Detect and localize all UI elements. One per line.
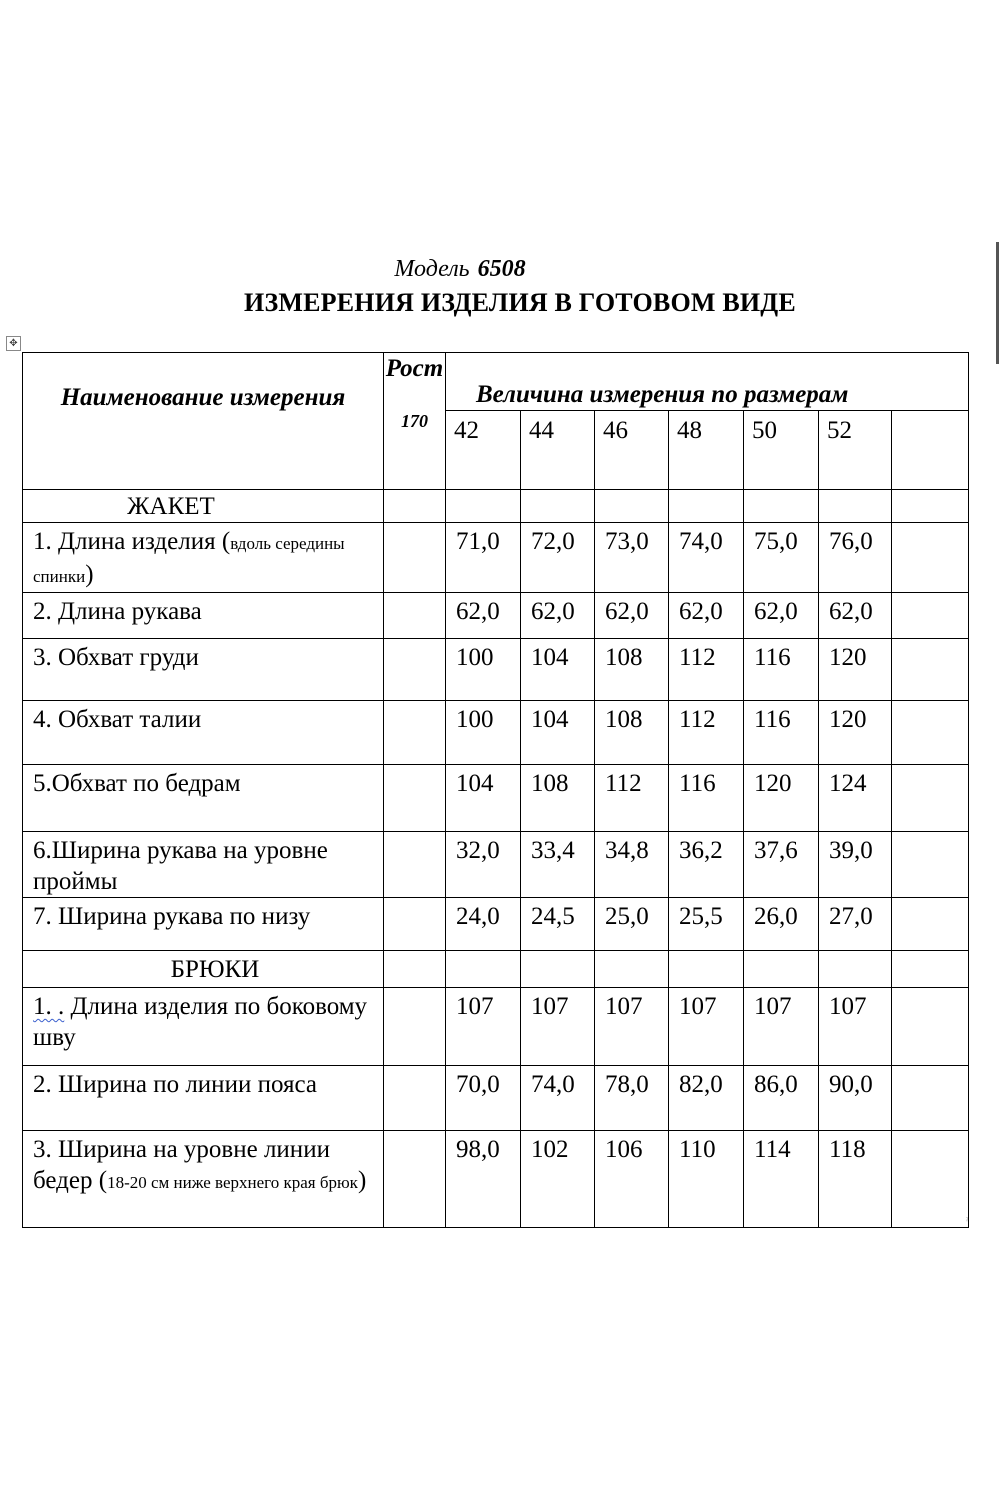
value-cell: 39,0	[819, 832, 892, 898]
cell-end-mark: ˀ	[966, 1216, 969, 1226]
height-cell	[384, 1066, 446, 1131]
size-header: 42	[446, 411, 521, 490]
value-cell: 107	[446, 988, 521, 1066]
empty-cell	[446, 951, 521, 988]
sizes-header: Величина измерения по размерам	[446, 353, 969, 411]
value-cell: 120	[819, 639, 892, 701]
value-cell: 107	[744, 988, 819, 1066]
table-row	[23, 1131, 969, 1228]
table-row	[23, 701, 969, 765]
empty-cell	[595, 951, 669, 988]
value-cell: 34,8	[595, 832, 669, 898]
table-row	[23, 593, 969, 639]
value-cell: 120	[819, 701, 892, 765]
document-title: ИЗМЕРЕНИЯ ИЗДЕЛИЯ В ГОТОВОМ ВИДЕ	[244, 288, 796, 317]
value-cell: 98,0	[446, 1131, 521, 1228]
model-label: Модель	[394, 256, 470, 282]
value-cell: 71,0	[446, 523, 521, 593]
table-row	[23, 898, 969, 951]
value-cell: 107	[521, 988, 595, 1066]
value-cell: 25,5	[669, 898, 744, 951]
table-move-handle-icon[interactable]: ✥	[6, 336, 21, 351]
measurements-table	[22, 352, 969, 1228]
value-cell: 118	[819, 1131, 892, 1228]
empty-cell	[446, 490, 521, 523]
value-cell: 124	[819, 765, 892, 832]
empty-cell	[744, 490, 819, 523]
value-cell: 32,0	[446, 832, 521, 898]
section-title-jacket: ЖАКЕТ	[23, 490, 384, 523]
value-cell: 62,0	[446, 593, 521, 639]
height-cell	[384, 988, 446, 1066]
value-cell: 116	[669, 765, 744, 832]
height-cell	[384, 701, 446, 765]
section-row	[23, 490, 969, 523]
value-cell: 24,0	[446, 898, 521, 951]
empty-cell	[384, 951, 446, 988]
height-cell	[384, 765, 446, 832]
value-cell: 62,0	[819, 593, 892, 639]
value-cell: 24,5	[521, 898, 595, 951]
section-title-trousers: БРЮКИ	[23, 951, 384, 988]
value-cell: 76,0	[819, 523, 892, 593]
size-header: 44	[521, 411, 595, 490]
height-cell	[384, 832, 446, 898]
measurement-name: 2. Ширина по линии пояса	[23, 1066, 384, 1131]
height-value: 170	[401, 411, 428, 431]
table-row	[23, 639, 969, 701]
height-header: Рост	[385, 355, 444, 382]
value-cell: 70,0	[446, 1066, 521, 1131]
empty-cell	[892, 701, 969, 765]
value-cell: 62,0	[521, 593, 595, 639]
measurement-name-header: Наименование измерения	[23, 353, 384, 490]
value-cell: 107	[669, 988, 744, 1066]
value-cell: 27,0	[819, 898, 892, 951]
value-cell: 74,0	[669, 523, 744, 593]
measurement-name: 7. Ширина рукава по низу	[23, 898, 384, 951]
size-header: 52	[819, 411, 892, 490]
empty-cell	[892, 951, 969, 988]
measurement-note: вдоль середины спинки	[33, 534, 345, 586]
measurement-name: 4. Обхват талии	[23, 701, 384, 765]
height-cell	[384, 898, 446, 951]
empty-cell	[892, 832, 969, 898]
table-row	[23, 765, 969, 832]
empty-cell	[669, 951, 744, 988]
model-line	[0, 256, 920, 283]
value-cell: 108	[595, 701, 669, 765]
value-cell: 110	[669, 1131, 744, 1228]
height-cell	[384, 593, 446, 639]
value-cell: 36,2	[669, 832, 744, 898]
value-cell: 75,0	[744, 523, 819, 593]
value-cell: 116	[744, 701, 819, 765]
value-cell: 112	[595, 765, 669, 832]
spellcheck-marked-text: 1. .	[33, 993, 65, 1020]
value-cell: 107	[595, 988, 669, 1066]
value-cell: 82,0	[669, 1066, 744, 1131]
empty-cell	[892, 898, 969, 951]
value-cell: 72,0	[521, 523, 595, 593]
table-row	[23, 988, 969, 1066]
value-cell: 106	[595, 1131, 669, 1228]
measurement-name: 6.Ширина рукава на уровне проймы	[23, 832, 384, 898]
measurement-name: 1. Длина изделия (вдоль середины спинки)	[23, 523, 384, 593]
value-cell: 112	[669, 639, 744, 701]
empty-cell	[892, 1066, 969, 1131]
empty-cell	[669, 490, 744, 523]
value-cell: 104	[446, 765, 521, 832]
measurement-name: 2. Длина рукава	[23, 593, 384, 639]
value-cell: 62,0	[669, 593, 744, 639]
height-cell	[384, 523, 446, 593]
value-cell: 62,0	[595, 593, 669, 639]
value-cell: 73,0	[595, 523, 669, 593]
size-header: 46	[595, 411, 669, 490]
value-cell: 108	[521, 765, 595, 832]
empty-cell	[892, 765, 969, 832]
empty-cell	[819, 951, 892, 988]
value-cell: 102	[521, 1131, 595, 1228]
empty-cell	[521, 951, 595, 988]
measurement-name: 5.Обхват по бедрам	[23, 765, 384, 832]
empty-cell	[892, 490, 969, 523]
table-row	[23, 523, 969, 593]
value-cell: 90,0	[819, 1066, 892, 1131]
empty-cell	[892, 411, 969, 490]
measurement-name: 1. . Длина изделия по боковому шву	[23, 988, 384, 1066]
empty-cell	[892, 639, 969, 701]
empty-cell	[521, 490, 595, 523]
value-cell: 100	[446, 639, 521, 701]
value-cell: 107	[819, 988, 892, 1066]
table-row	[23, 832, 969, 898]
value-cell: 78,0	[595, 1066, 669, 1131]
value-cell: 37,6	[744, 832, 819, 898]
size-header: 50	[744, 411, 819, 490]
empty-cell	[384, 490, 446, 523]
value-cell: 112	[669, 701, 744, 765]
value-cell: 108	[595, 639, 669, 701]
height-cell	[384, 639, 446, 701]
value-cell: 25,0	[595, 898, 669, 951]
value-cell: 100	[446, 701, 521, 765]
height-cell	[384, 1131, 446, 1228]
empty-cell	[744, 951, 819, 988]
value-cell: 104	[521, 639, 595, 701]
value-cell: 86,0	[744, 1066, 819, 1131]
page-edge-marker	[996, 242, 999, 364]
model-number: 6508	[477, 256, 526, 282]
section-row	[23, 951, 969, 988]
empty-cell	[595, 490, 669, 523]
measurement-name: 3. Ширина на уровне линии бедер (18-20 см ниже верхнего края брюк)	[23, 1131, 384, 1228]
empty-cell	[819, 490, 892, 523]
empty-cell	[892, 523, 969, 593]
value-cell: 104	[521, 701, 595, 765]
empty-cell	[892, 1131, 969, 1228]
empty-cell	[892, 988, 969, 1066]
height-header-cell	[384, 353, 446, 490]
measurement-note: 18-20 см ниже верхнего края брюк	[107, 1173, 358, 1192]
size-header: 48	[669, 411, 744, 490]
value-cell: 114	[744, 1131, 819, 1228]
empty-cell	[892, 593, 969, 639]
value-cell: 62,0	[744, 593, 819, 639]
table-row	[23, 1066, 969, 1131]
value-cell: 26,0	[744, 898, 819, 951]
value-cell: 74,0	[521, 1066, 595, 1131]
value-cell: 33,4	[521, 832, 595, 898]
measurement-name: 3. Обхват груди	[23, 639, 384, 701]
value-cell: 120	[744, 765, 819, 832]
value-cell: 116	[744, 639, 819, 701]
